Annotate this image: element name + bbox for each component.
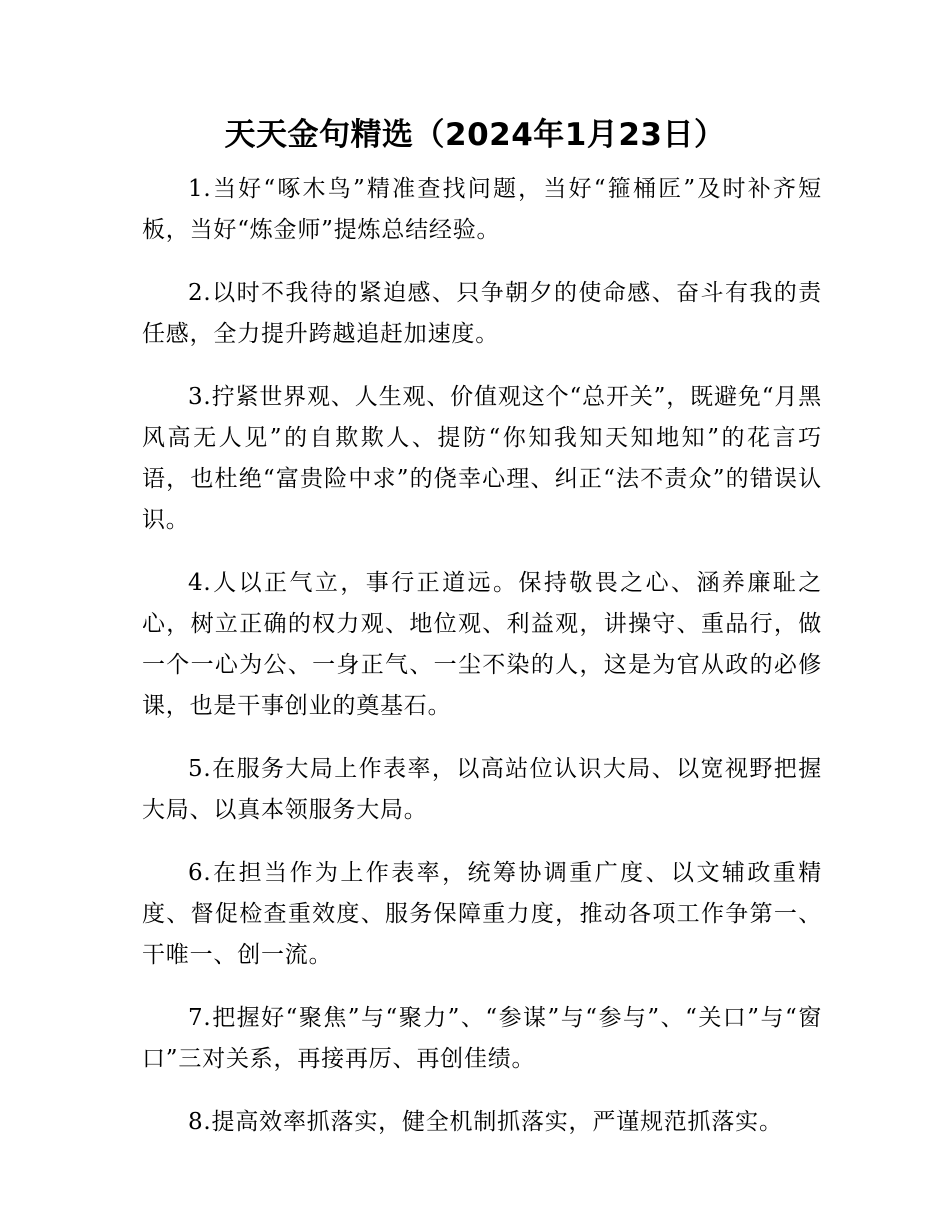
quote-paragraph-1: 1.当好“啄木鸟”精准查找问题，当好“箍桶匠”及时补齐短板，当好“炼金师”提炼总结经验。 [142,176,822,243]
document-body [142,169,822,1165]
quote-paragraph-3: 3.拧紧世界观、人生观、价值观这个“总开关”，既避免“月黑风高无人见”的自欺欺人、提防“你知我知天知地知”的花言巧语，也杜绝“富贵险中求”的侥幸心理、纠正“法不责众”的错误认识。 [142,384,822,533]
quote-paragraph-7: 7.把握好“聚焦”与“聚力”、“参谋”与“参与”、“关口”与“窗口”三对关系，再接再厉、再创佳绩。 [142,1005,822,1072]
quote-paragraph-8: 8.提高效率抓落实，健全机制抓落实，严谨规范抓落实。 [188,1109,783,1135]
document-title: 天天金句精选（2024年1月23日） [224,117,726,153]
quote-paragraph-5: 5.在服务大局上作表率，以高站位认识大局、以宽视野把握大局、以真本领服务大局。 [142,756,822,823]
quote-paragraph-2: 2.以时不我待的紧迫感、只争朝夕的使命感、奋斗有我的责任感，全力提升跨越追赶加速度。 [142,280,822,347]
quote-paragraph-4: 4.人以正气立，事行正道远。保持敬畏之心、涵养廉耻之心，树立正确的权力观、地位观、利益观，讲操守、重品行，做一个一心为公、一身正气、一尘不染的人，这是为官从政的必修课，也是干事创业的奠基石。 [142,570,822,719]
quote-paragraph-6: 6.在担当作为上作表率，统筹协调重广度、以文辅政重精度、督促检查重效度、服务保障重力度，推动各项工作争第一、干唯一、创一流。 [142,860,822,968]
